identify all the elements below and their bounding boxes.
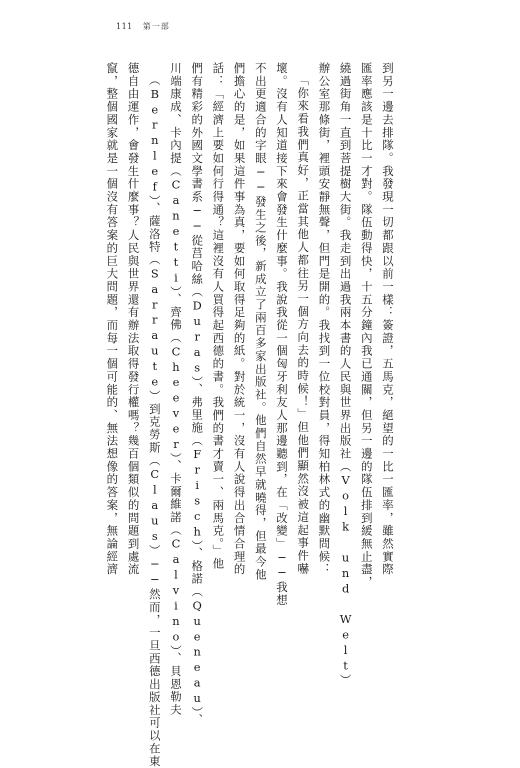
text-column: 繞過街角一直到菩提樹大街。我走到出過我兩本書的人民與世界出版社（Volk und Welt） xyxy=(338,62,353,687)
text-column: 壞。沒有人知道接下來會發生什麼事。我說我從一個匈牙利友人那邊聽到，在「改變」──我想 xyxy=(274,62,289,607)
chapter-title: 第一部 xyxy=(142,22,170,31)
text-column: （Bernlef）、薩洛特（Sarraute）到克勞斯（Claus）──然而，一旦西德出版社可以在東 xyxy=(147,74,162,768)
text-column: 們擔心的是，如果這件事為真，要如何取得足夠的紙。對於統一，沒有人說得出合情合理的 xyxy=(232,62,247,576)
text-column: 不出更適合的字眼──發生之後，新成立了兩百多家出版社。他們自然早就曉得，但最今他 xyxy=(253,62,268,582)
text-column: 「你來看我們真好，正當其他人都往另一個方向去的時候！」但他們顯然沒被這起事件嚇 xyxy=(296,74,311,576)
text-column: 辦公室那條街，裡頭安靜無聲，但門是開的。我找到一位校對員，得知柏林式的幽默問候： xyxy=(317,62,332,576)
text-column: 匯率應該是十比一才對。隊伍動得快，十五分鐘內我已通關，但另一邊的隊伍排到緩無止盡， xyxy=(359,62,374,589)
text-column: 川端康成、卡內提（Canetti）、齊佛（Cheever）、卡爾維諾（Calvino）、貝恩勒夫 xyxy=(168,62,183,717)
text-column: 到另一邊去排隊。我發現一切都跟以前一樣：簽證，五馬克，絕望的一比一匯率，雖然實際 xyxy=(381,62,395,576)
text-column: 竄，整個國家就是一個沒有答案的巨大問題，而每一個可能的、無法想像的答案，無論經濟 xyxy=(105,62,120,576)
text-column: 德自由運作，會發生什麼事？人民與世界還有辦法取得發行權嗎？幾百個類似的問題到處流 xyxy=(126,62,141,576)
text-column: 們有精彩的外國文學書系──從莒哈絲（Duras）、弗里施（Frisch）、格諾（Queneau）、 xyxy=(190,62,205,727)
text-column: 話：「經濟上要如何行得通？這裡沒有人買得起西德的書。我們的書才賣一、兩馬克。」他 xyxy=(211,62,226,571)
page-number: 111 xyxy=(116,22,133,31)
running-header xyxy=(116,21,170,32)
body-text xyxy=(101,62,398,768)
